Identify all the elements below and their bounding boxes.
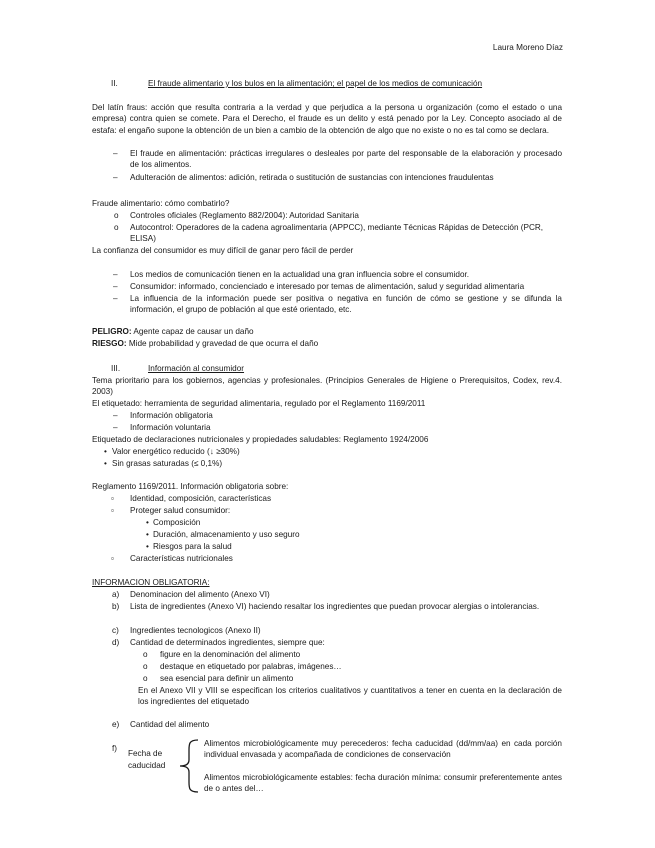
peligro-label: PELIGRO: <box>92 327 132 336</box>
section-2-number: II. <box>111 79 118 88</box>
fraud-bullet-2: Adulteración de alimentos: adición, retirada o sustitución de sustancias con intenciones fraudulentas <box>130 173 494 182</box>
reglamento-line: Reglamento 1169/2011. Información obligatoria sobre: <box>92 482 289 491</box>
fraud-bullet-1: El fraude en alimentación: prácticas irregulares o desleales por parte del responsable de la elaboración y procesado de los alimentos. <box>130 149 562 170</box>
fecha-option-2: Alimentos microbiológicamente estables: fecha duración mínima: consumir preferentemente antes de o antes del… <box>204 773 562 794</box>
item-d-text: Cantidad de determinados ingredientes, siempre que: <box>130 638 325 647</box>
d-sub-2: destaque en etiquetado por palabras, imágenes… <box>160 662 342 671</box>
bullet-marker: • <box>146 542 149 551</box>
bullet-marker: • <box>104 447 107 456</box>
letter-f: f) <box>112 744 118 753</box>
d-sub-1: figure en la denominación del alimento <box>160 650 301 659</box>
dash-marker: – <box>113 282 118 291</box>
obligatoria-heading: INFORMACION OBLIGATORIA: <box>92 578 210 587</box>
riesgo-label: RIESGO: <box>92 339 127 348</box>
anexo-note: En el Anexo VII y VIII se especifican los criterios cualitativos y cuantitativos a tener en cuenta en la declaración de los ingredientes del etiquetado <box>138 686 562 707</box>
square-marker: ▫ <box>111 554 114 563</box>
circle-marker: o <box>143 650 148 659</box>
section-3-title: Información al consumidor <box>148 364 245 373</box>
reg-sub-2: Duración, almacenamiento y uso seguro <box>153 530 300 539</box>
letter-d: d) <box>112 638 120 647</box>
info-voluntaria: Información voluntaria <box>130 423 211 432</box>
info-obligatoria: Información obligatoria <box>130 411 213 420</box>
fecha-option-1: Alimentos microbiológicamente muy perecederos: fecha caducidad (dd/mm/aa) en cada porción individual envasada y acompañada de condiciones de conservación <box>204 739 562 760</box>
author-name: Laura Moreno Díaz <box>492 43 563 52</box>
letter-e: e) <box>112 720 120 729</box>
dash-marker: – <box>113 294 118 303</box>
letter-c: c) <box>112 626 119 635</box>
media-bullet-3: La influencia de la información puede ser positiva o negativa en función de cómo se gestione y se difunda la información, el grupo de población al que esté orientado, etc. <box>130 294 562 315</box>
reg-item-2: Proteger salud consumidor: <box>130 506 231 515</box>
section-3-number: III. <box>111 364 121 373</box>
dash-marker: – <box>113 423 118 432</box>
square-marker: ▫ <box>111 494 114 503</box>
decl-item-1: Valor energético reducido (↓ ≥30%) <box>112 447 240 456</box>
circle-marker: o <box>143 674 148 683</box>
media-bullet-2: Consumidor: informado, concienciado e interesado por temas de alimentación, salud y seguridad alimentaria <box>130 282 525 291</box>
etiquetado-line: El etiquetado: herramienta de seguridad alimentaria, regulado por el Reglamento 1169/2011 <box>92 399 426 408</box>
bullet-marker: • <box>146 518 149 527</box>
letter-b: b) <box>112 602 120 611</box>
fraud-definition-paragraph: Del latín fraus: acción que resulta contraria a la verdad y que perjudica a la persona u organización (como el estado o una empresa) contra quien se comete. Para el Derecho, el fraude es un delito y está penado por la Ley. Concepto asociado al de estafa: el engaño supone la obtención de un bien a cambio de la obtención de algo que no existe o no es tal como se declara. <box>92 103 562 135</box>
d-sub-3: sea esencial para definir un alimento <box>160 674 294 683</box>
square-marker: ▫ <box>111 506 114 515</box>
combat-item-2: Autocontrol: Operadores de la cadena agroalimentaria (APPCC), mediante Técnicas Rápidas de Detección (PCR, ELISA) <box>130 223 544 244</box>
reg-item-3: Características nutricionales <box>130 554 233 563</box>
bullet-marker: • <box>104 459 107 468</box>
riesgo-line <box>92 338 318 349</box>
circle-marker: o <box>114 223 119 232</box>
dash-marker: – <box>113 149 118 158</box>
combat-item-1: Controles oficiales (Reglamento 882/2004): Autoridad Sanitaria <box>130 211 359 220</box>
decl-item-2: Sin grasas saturadas (≤ 0,1%) <box>112 459 223 468</box>
peligro-text: Agente capaz de causar un daño <box>133 327 254 336</box>
reg-item-1: Identidad, composición, características <box>130 494 272 503</box>
combat-question: Fraude alimentario: cómo combatirlo? <box>92 199 230 208</box>
dash-marker: – <box>113 173 118 182</box>
curly-brace-icon <box>176 738 202 794</box>
media-bullet-1: Los medios de comunicación tienen en la actualidad una gran influencia sobre el consumidor. <box>130 270 470 279</box>
riesgo-text: Mide probabilidad y gravedad de que ocurra el daño <box>128 339 319 348</box>
peligro-line <box>92 326 254 337</box>
fecha-label-2: caducidad <box>128 761 166 770</box>
section-2-title: El fraude alimentario y los bulos en la alimentación; el papel de los medios de comunicación <box>148 79 483 88</box>
dash-marker: – <box>113 270 118 279</box>
fecha-label-1: Fecha de <box>128 749 163 758</box>
circle-marker: o <box>114 211 119 220</box>
reg-sub-3: Riesgos para la salud <box>153 542 232 551</box>
letter-a: a) <box>112 590 120 599</box>
bullet-marker: • <box>146 530 149 539</box>
item-c-text: Ingredientes tecnologicos (Anexo II) <box>130 626 261 635</box>
reg-sub-1: Composición <box>153 518 201 527</box>
dash-marker: – <box>113 411 118 420</box>
item-b-text: Lista de ingredientes (Anexo VI) haciendo resaltar los ingredientes que puedan provocar alergias o intolerancias. <box>130 602 540 611</box>
item-a-text: Denominacion del alimento (Anexo VI) <box>130 590 270 599</box>
tema-paragraph: Tema prioritario para los gobiernos, agencias y profesionales. (Principios Generales de Higiene o Prerequisitos, Codex, rev.4. 2003) <box>92 376 562 397</box>
item-e-text: Cantidad del alimento <box>130 720 210 729</box>
declaraciones-line: Etiquetado de declaraciones nutricionales y propiedades saludables: Reglamento 1924/2006 <box>92 435 429 444</box>
trust-sentence: La confianza del consumidor es muy difícil de ganar pero fácil de perder <box>92 246 354 255</box>
circle-marker: o <box>143 662 148 671</box>
